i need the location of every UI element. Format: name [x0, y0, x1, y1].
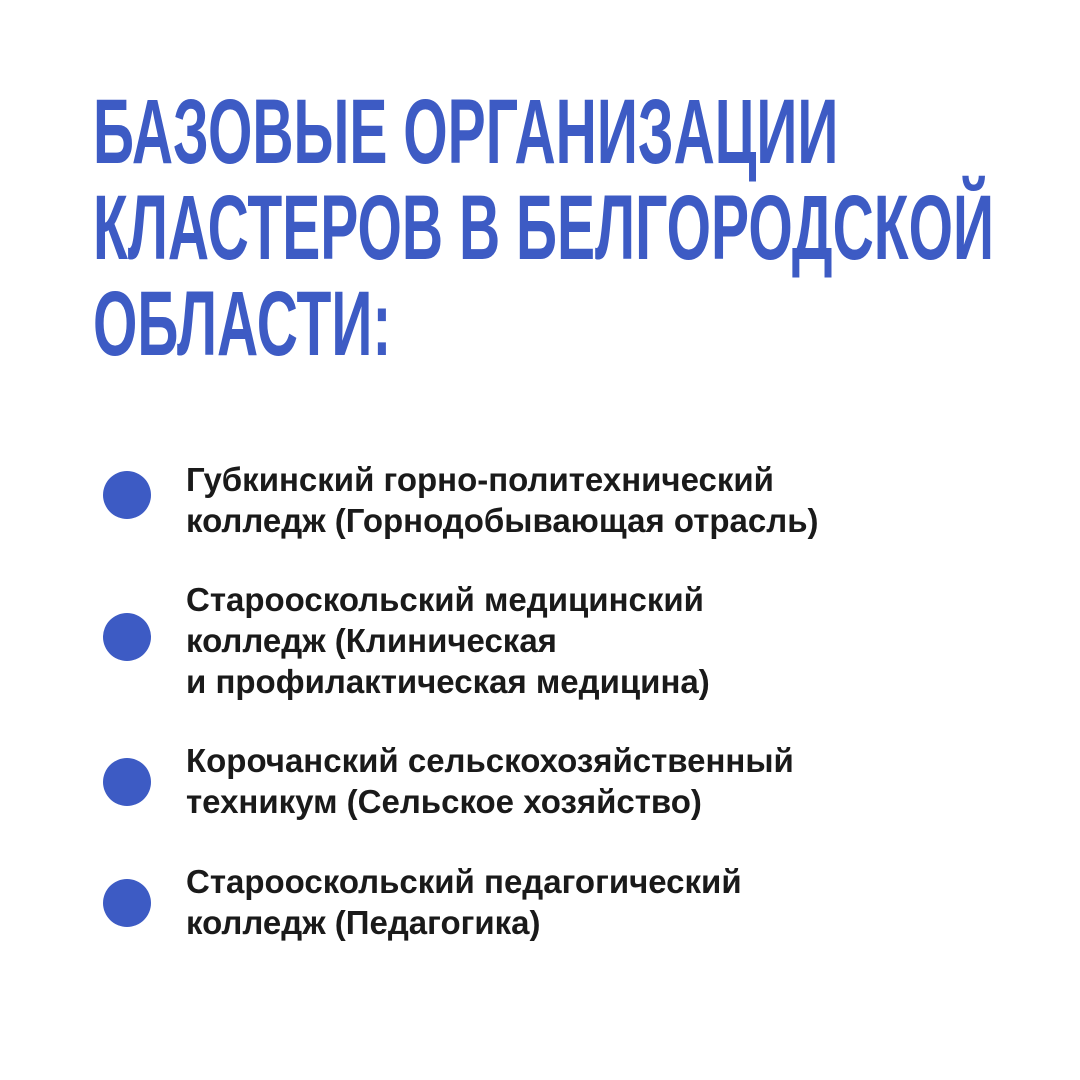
list-item-text	[186, 459, 1046, 541]
list-item-line: техникум (Сельское хозяйство)	[186, 783, 702, 820]
list-item-text	[186, 861, 1046, 943]
list-item-line: колледж (Горнодобывающая отрасль)	[186, 502, 819, 539]
list-item-text	[186, 579, 1046, 702]
list-item-line: Корочанский сельскохозяйственный	[186, 742, 794, 779]
bullet-circle-icon	[103, 879, 151, 927]
list-item-line: Старооскольский медицинский	[186, 581, 704, 618]
title-line-1: БАЗОВЫЕ ОРГАНИЗАЦИИ	[93, 81, 839, 183]
list-item-line: колледж (Клиническая	[186, 622, 557, 659]
title-line-3: ОБЛАСТИ:	[93, 273, 392, 375]
title-line-2: КЛАСТЕРОВ В БЕЛГОРОДСКОЙ	[93, 177, 994, 279]
bullet-circle-icon	[103, 613, 151, 661]
list-item-line: колледж (Педагогика)	[186, 904, 541, 941]
bullet-circle-icon	[103, 758, 151, 806]
list-item-line: Старооскольский педагогический	[186, 863, 742, 900]
list-item-text	[186, 740, 1046, 822]
list-item-line: Губкинский горно-политехнический	[186, 461, 774, 498]
list-item-line: и профилактическая медицина)	[186, 663, 710, 700]
bullet-circle-icon	[103, 471, 151, 519]
